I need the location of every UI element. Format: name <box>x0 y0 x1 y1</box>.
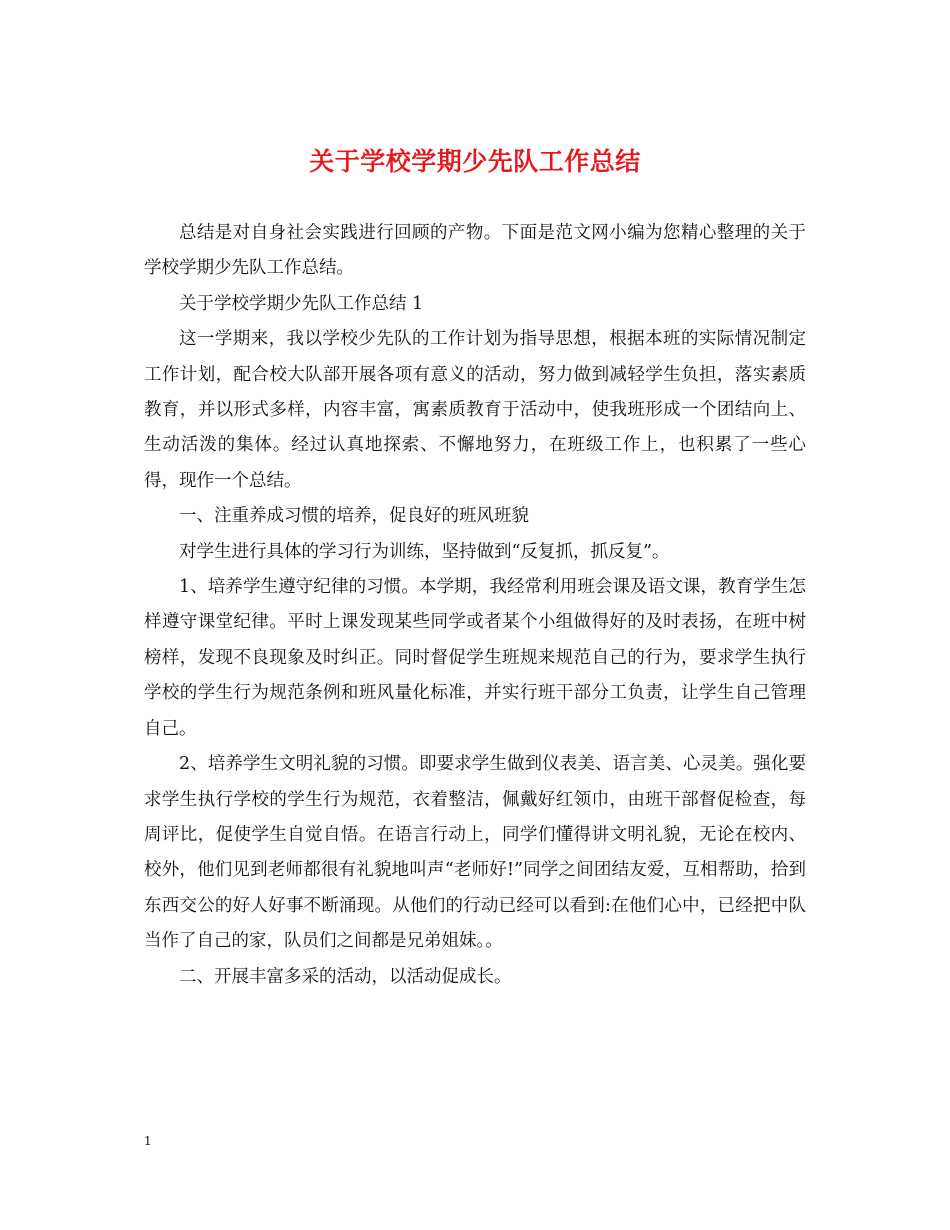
document-body <box>144 216 806 995</box>
paragraph-overview: 这一学期来，我以学校少先队的工作计划为指导思想，根据本班的实际情况制定工作计划，配合校大队部开展各项有意义的活动，努力做到减轻学生负担，落实素质教育，并以形式多样，内容丰富，寓素质教育于活动中，使我班形成一个团结向上、生动活泼的集体。经过认真地探索、不懈地努力，在班级工作上，也积累了一些心得，现作一个总结。 <box>144 329 806 491</box>
paragraph-courtesy: 2、培养学生文明礼貌的习惯。即要求学生做到仪表美、语言美、心灵美。强化要求学生执行学校的学生行为规范，衣着整洁，佩戴好红领巾，由班干部督促检查，每周评比，促使学生自觉自悟。在语言行动上，同学们懂得讲文明礼貌，无论在校内、校外，他们见到老师都很有礼貌地叫声“老师好!”同学之间团结友爱，互相帮助，拾到东西交公的好人好事不断涌现。从他们的行动已经可以看到:在他们心中，已经把中队当作了自己的家，队员们之间都是兄弟姐妹。。 <box>144 754 806 952</box>
page-number: 1 <box>144 1134 152 1148</box>
document-title: 关于学校学期少先队工作总结 <box>309 147 641 176</box>
section-heading-activities: 二、开展丰富多采的活动，以活动促成长。 <box>179 966 512 987</box>
paragraph-intro: 总结是对自身社会实践进行回顾的产物。下面是范文网小编为您精心整理的关于学校学期少先队工作总结。 <box>144 223 806 279</box>
section-heading-habits: 一、注重养成习惯的培养，促良好的班风班貌 <box>179 506 529 527</box>
section-heading-summary-1: 关于学校学期少先队工作总结 1 <box>179 293 424 314</box>
paragraph-training: 对学生进行具体的学习行为训练，坚持做到“反复抓，抓反复”。 <box>179 541 670 562</box>
paragraph-discipline: 1、培养学生遵守纪律的习惯。本学期，我经常利用班会课及语文课，教育学生怎样遵守课堂纪律。平时上课发现某些同学或者某个小组做得好的及时表扬，在班中树榜样，发现不良现象及时纠正。同时督促学生班规来规范自己的行为，要求学生执行学校的学生行为规范条例和班风量化标准，并实行班干部分工负责，让学生自己管理自己。 <box>144 577 806 739</box>
